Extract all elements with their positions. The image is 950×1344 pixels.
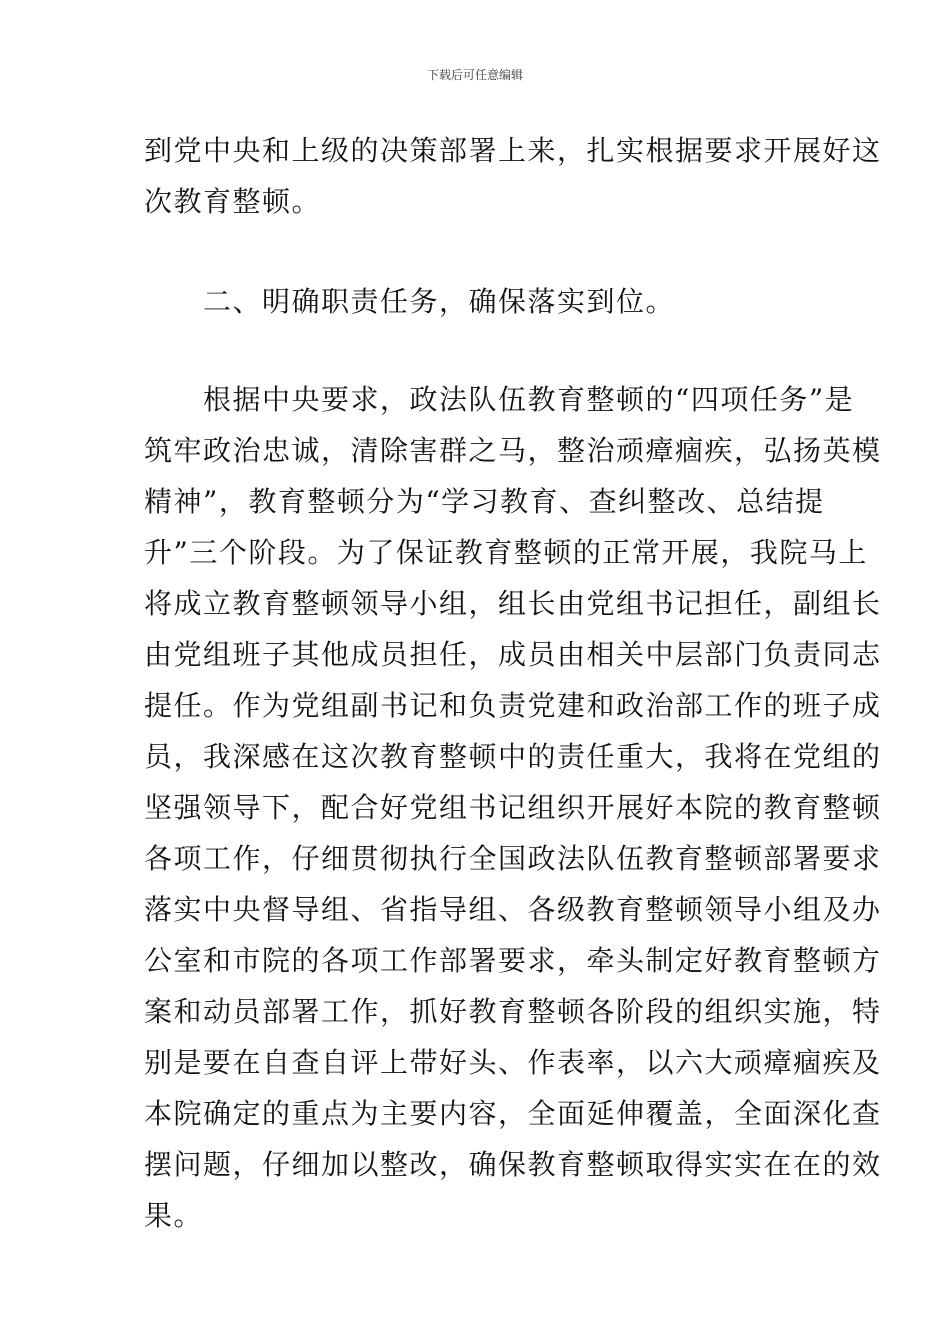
text-line: 员，我深感在这次教育整顿中的责任重大，我将在党组的 — [144, 740, 882, 773]
text-line: 落实中央督导组、省指导组、各级教育整顿领导小组及办 — [144, 893, 882, 926]
text-line: 提任。作为党组副书记和负责党建和政治部工作的班子成 — [144, 689, 882, 722]
text-line: 将成立教育整顿领导小组，组长由党组书记担任，副组长 — [144, 587, 882, 620]
body-paragraph — [144, 374, 882, 1241]
text-line: 到党中央和上级的决策部署上来，扎实根据要求开展好这 — [144, 134, 882, 167]
text-line: 各项工作，仔细贯彻执行全国政法队伍教育整顿部署要求 — [144, 842, 882, 875]
text-line: 筑牢政治忠诚，清除害群之马，整治顽瘴痼疾，弘扬英模 — [144, 434, 882, 467]
text-line: 摆问题，仔细加以整改，确保教育整顿取得实实在在的效 — [144, 1148, 882, 1181]
text-line: 案和动员部署工作，抓好教育整顿各阶段的组织实施，特 — [144, 995, 882, 1028]
text-line: 坚强领导下，配合好党组书记组织开展好本院的教育整顿 — [144, 791, 882, 824]
text-line: 升”三个阶段。为了保证教育整顿的正常开展，我院马上 — [144, 536, 868, 569]
text-line: 别是要在自查自评上带好头、作表率，以六大顽瘴痼疾及 — [144, 1046, 882, 1079]
text-line: 由党组班子其他成员担任，成员由相关中层部门负责同志 — [144, 638, 882, 671]
text-line: 本院确定的重点为主要内容，全面延伸覆盖，全面深化查 — [144, 1097, 882, 1130]
text-line: 根据中央要求，政法队伍教育整顿的“四项任务”是 — [144, 383, 855, 416]
paragraph-continuation — [144, 125, 882, 227]
text-line: 公室和市院的各项工作部署要求，牵头制定好教育整顿方 — [144, 944, 882, 977]
text-line: 二、明确职责任务，确保落实到位。 — [144, 285, 676, 318]
section-heading — [144, 276, 810, 327]
text-line: 次教育整顿。 — [144, 185, 322, 218]
text-line: 果。 — [144, 1199, 204, 1232]
page-header: 下载后可任意编辑 — [426, 68, 523, 82]
text-line: 精神”，教育整顿分为“学习教育、查纠整改、总结提 — [144, 485, 825, 518]
